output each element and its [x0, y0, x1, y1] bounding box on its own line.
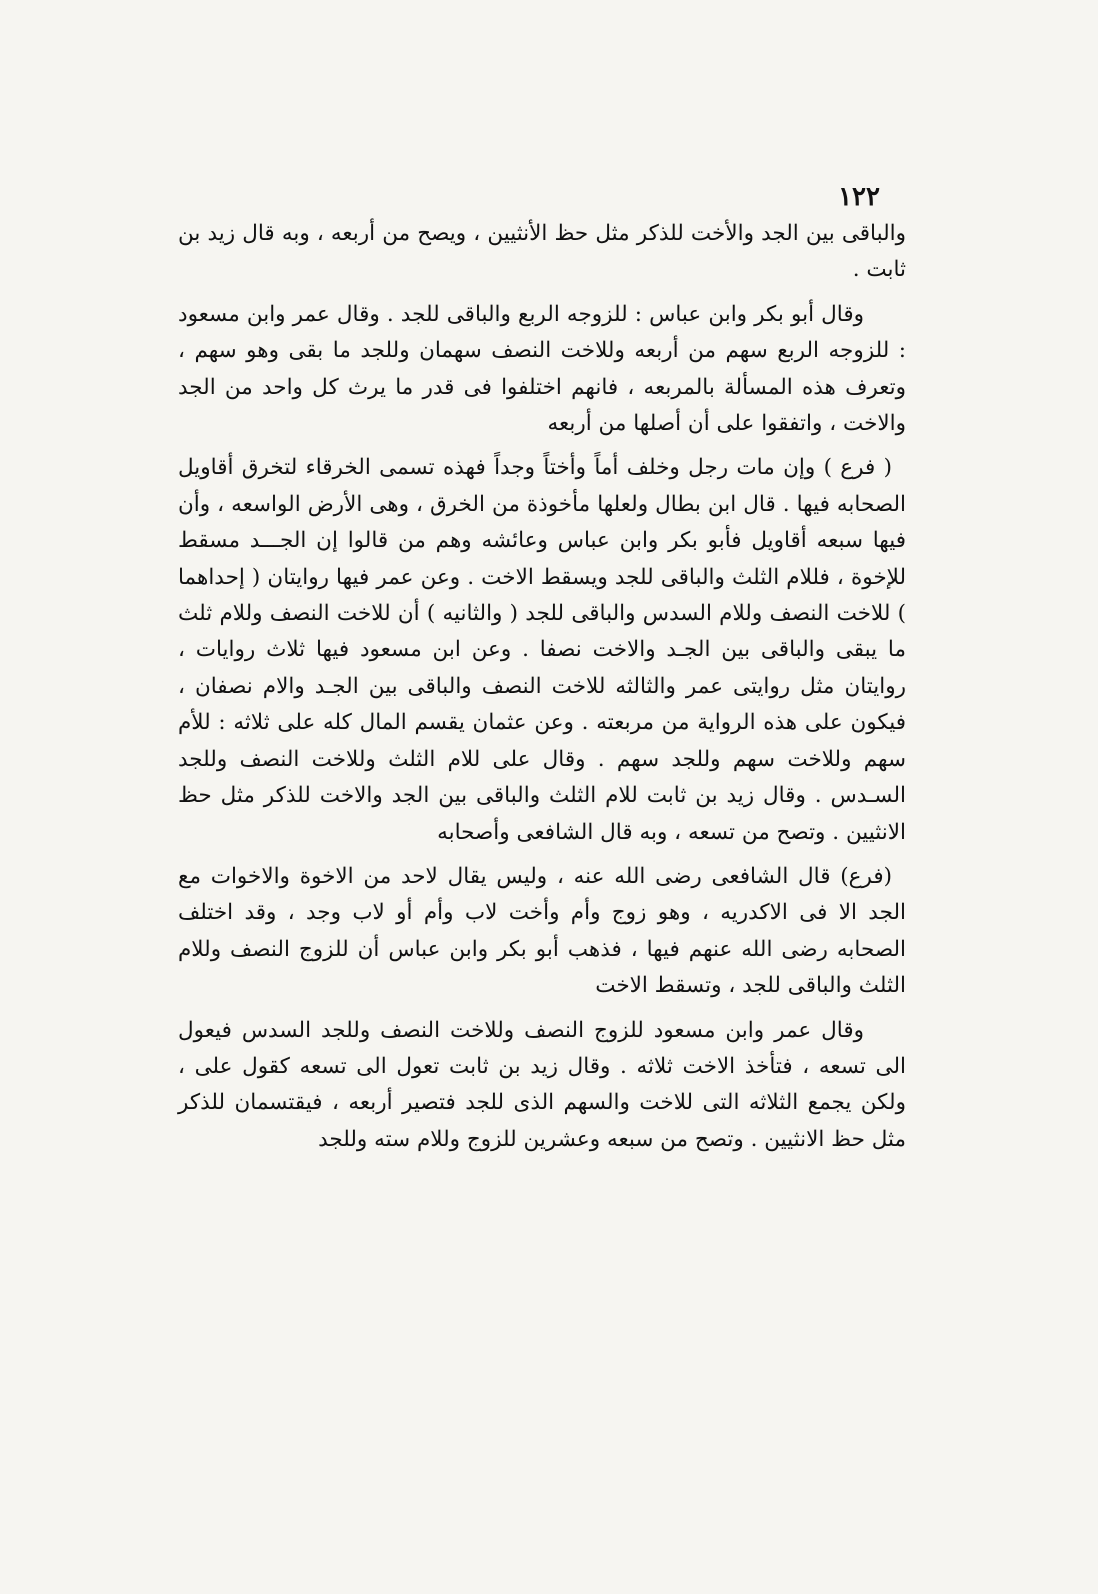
page-number: ١٢٢ — [838, 182, 880, 212]
paragraph: والباقى بين الجد والأخت للذكر مثل حظ الأنثيين ، ويصح من أربعه ، وبه قال زيد بن ثابت . — [178, 221, 906, 283]
paragraph: وقال عمر وابن مسعود للزوج النصف وللاخت النصف وللجد السدس فيعول الى تسعه ، فتأخذ الاخت ثلاثه . وقال زيد بن ثابت تعول الى تسعه كقول على ، ولكن يجمع الثلاثه التى للاخت والسهم الذى للجد فتصير أربعه ، فيقتسمان للذكر مثل حظ الانثيين . وتصح من سبعه وعشرين للزوج وللام سته وللجد — [178, 1017, 906, 1152]
paragraph: (فرع) قال الشافعى رضى الله عنه ، وليس يقال لاحد من الاخوة والاخوات مع الجد الا فى الاكدريه ، وهو زوج وأم وأخت لاب وأم أو لاب وجد ، وقد اختلف الصحابه رضى الله عنهم فيها ، فذهب أبو بكر وابن عباس أن للزوج النصف وللام الثلث والباقى للجد ، وتسقط الاخت — [178, 863, 906, 999]
paragraph: ( فرع ) وإن مات رجل وخلف أماً وأختاً وجداً فهذه تسمى الخرقاء لتخرق أقاويل الصحابه فيها . قال ابن بطال ولعلها مأخوذة من الخرق ، وهى الأرض الواسعه ، وأن فيها سبعه أقاويل فأبو بكر وابن عباس وعائشه وهم من قالوا إن الجـــد مسقط للإخوة ، فللام الثلث والباقى للجد ويسقط الاخت . وعن عمر فيها روايتان ( إحداهما ) للاخت النصف وللام السدس والباقى للجد ( والثانيه ) أن للاخت النصف وللام ثلث ما يبقى والباقى بين الجـد والاخت نصفا . وعن ابن مسعود فيها ثلاث روايات ، روايتان مثل روايتى عمر والثالثه للاخت النصف والباقى بين الجـد والام نصفان ، فيكون على هذه الرواية من مربعته . وعن عثمان يقسم المال كله على ثلاثه : للأم سهم وللاخت سهم وللجد سهم . وقال على للام الثلث وللاخت النصف وللجد السـدس . وقال زيد بن ثابت للام الثلث والباقى بين الجد والاخت للذكر مثل حظ الانثيين . وتصح من تسعه ، وبه قال الشافعى وأصحابه — [178, 455, 906, 845]
body-text — [178, 216, 906, 1166]
paragraph: وقال أبو بكر وابن عباس : للزوجه الربع والباقى للجد . وقال عمر وابن مسعود : للزوجه الربع سهم من أربعه وللاخت النصف سهمان وللجد ما بقى وهو سهم ، وتعرف هذه المسألة بالمربعه ، فانهم اختلفوا فى قدر ما يرث كل واحد من الجد والاخت ، واتفقوا على أن أصلها من أربعه — [178, 301, 906, 437]
